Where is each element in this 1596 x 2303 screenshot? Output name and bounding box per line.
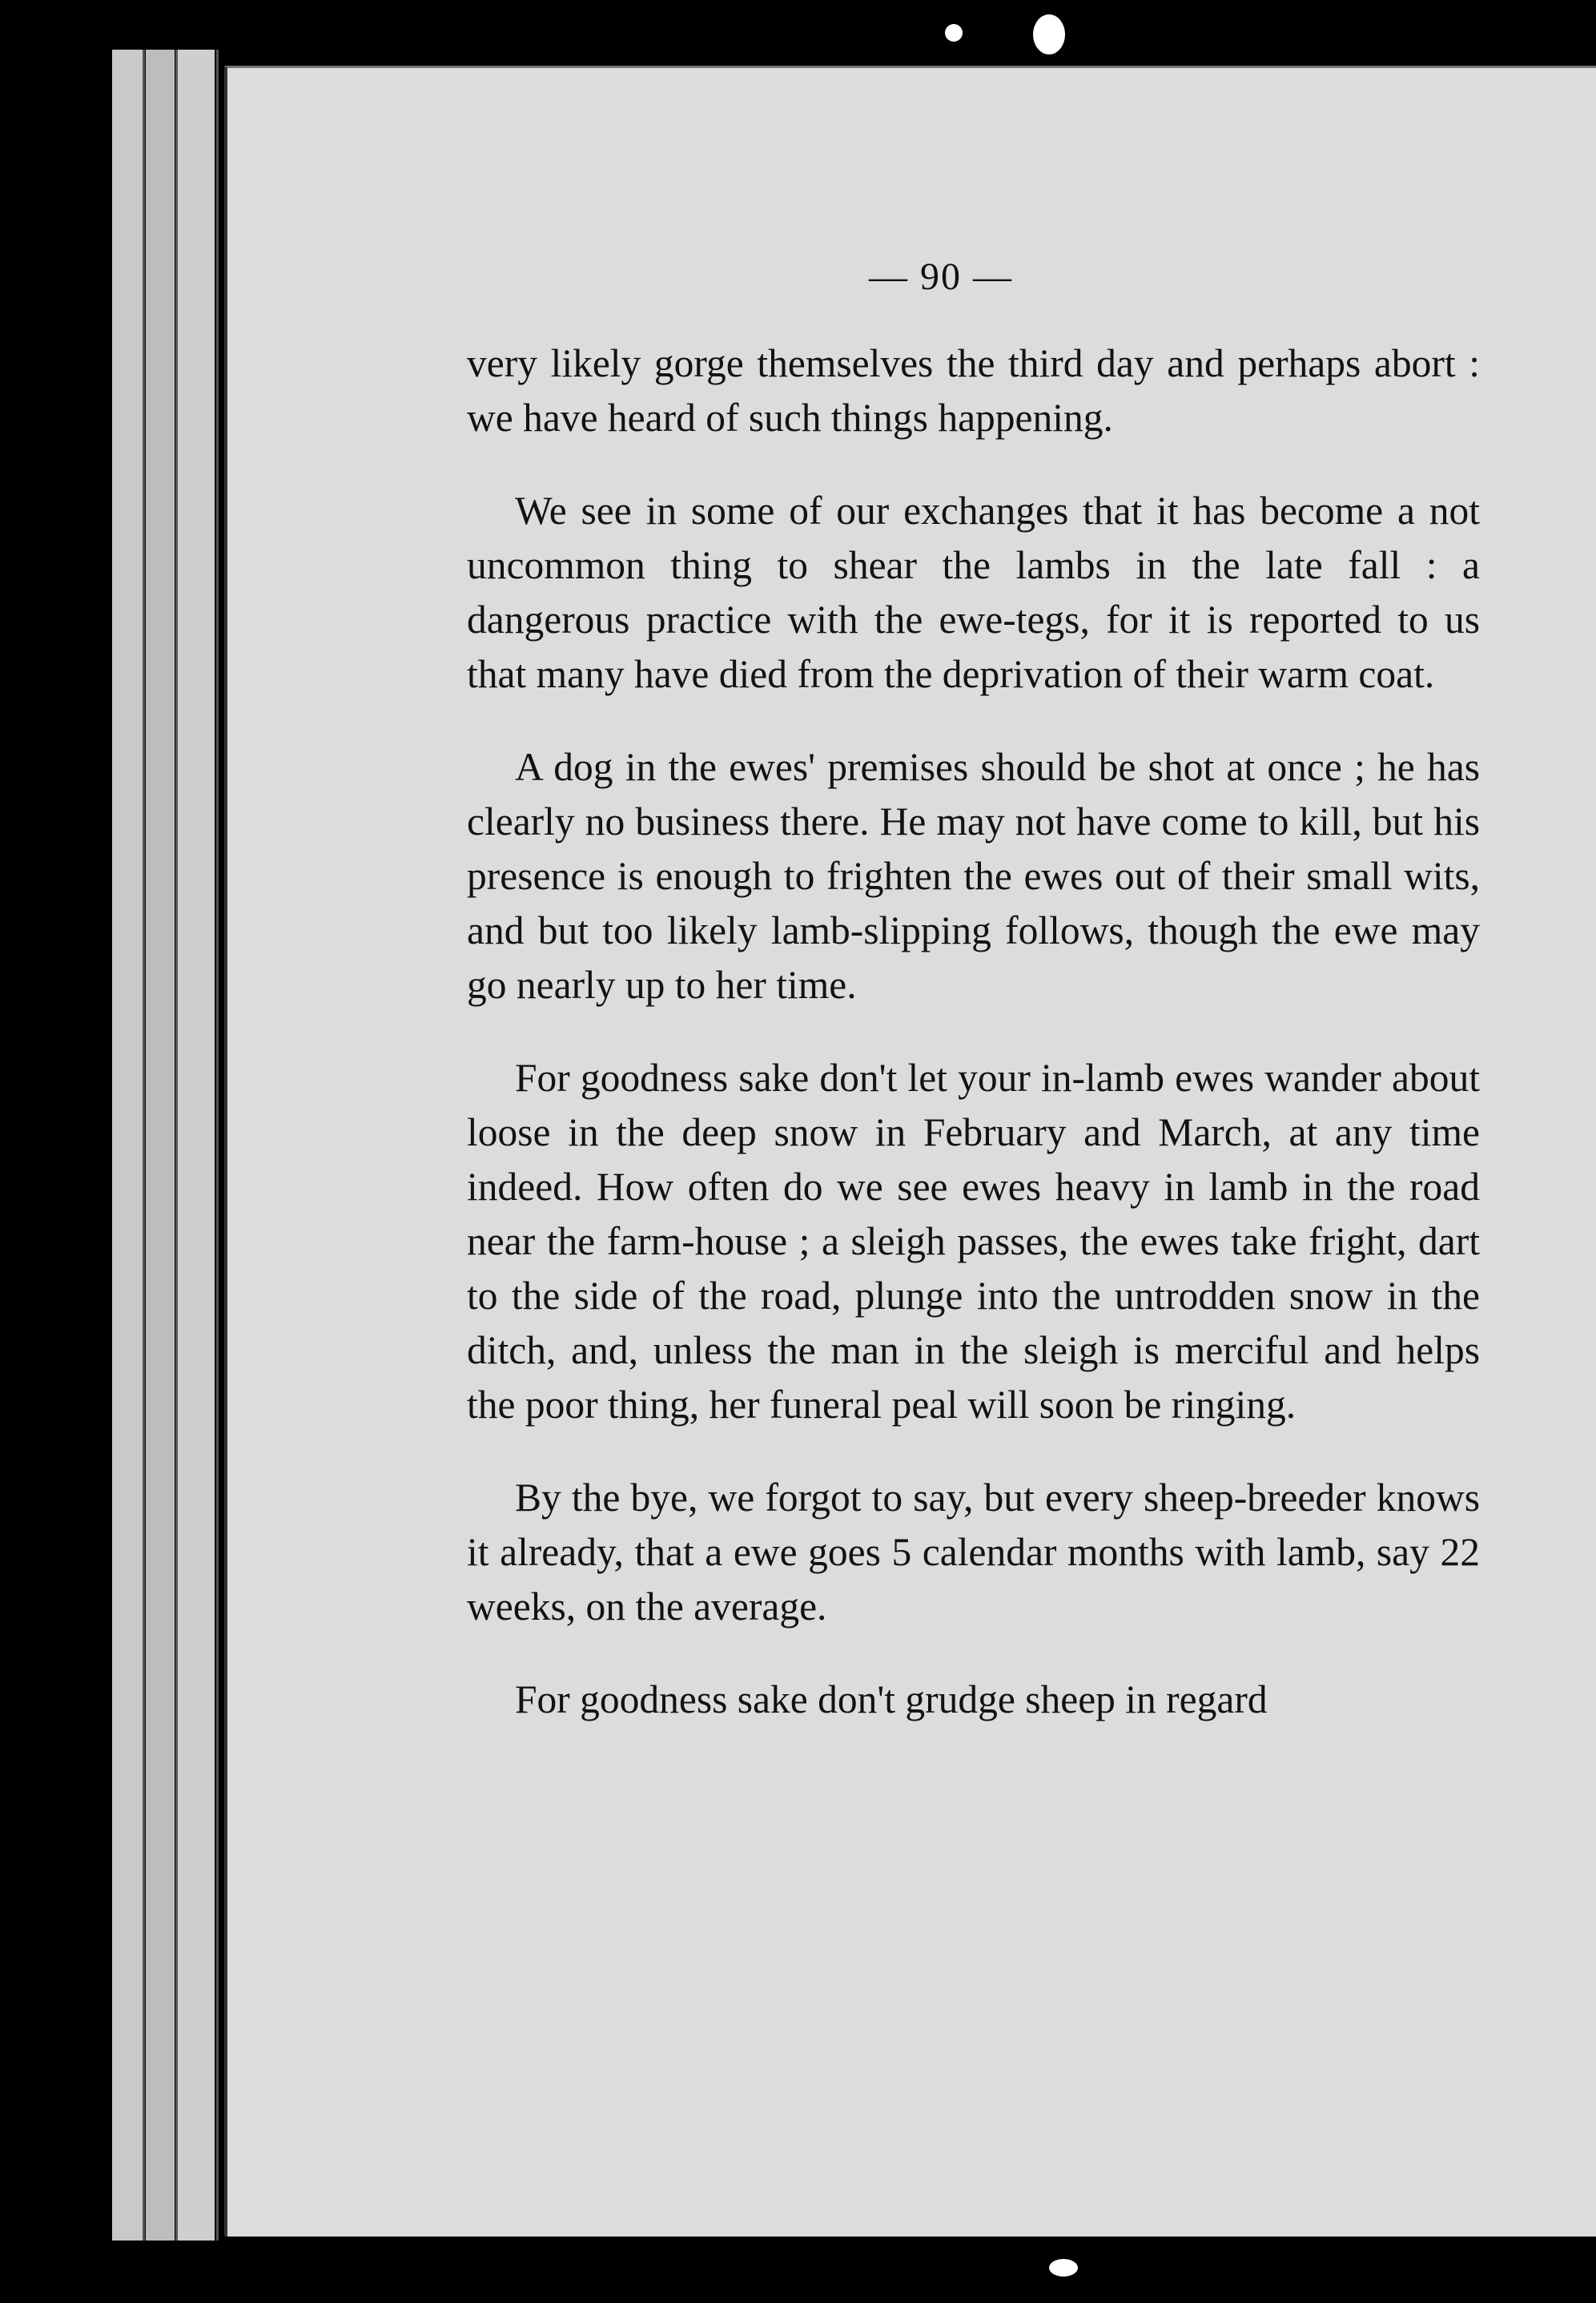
scan-speck <box>1033 14 1065 54</box>
paragraph: A dog in the ewes' premises should be shot at once ; he has clearly no business there. He may not have come to kill, but his presence is enough to frighten the ewes out of their small wits, and but too likely lamb-slipping follows, though the ewe may go nearly up to her time. <box>467 745 1480 1007</box>
paragraph: We see in some of our exchanges that it has become a not uncommon thing to shear the lambs in the late fall : a dangerous practice with the ewe-tegs, for it is reported to us that many have died from the deprivation of their warm coat. <box>467 489 1480 696</box>
page-edge-strip <box>112 50 143 2241</box>
page-number: — 90 — <box>869 256 1013 298</box>
page-edge-line <box>143 50 145 2241</box>
scan-speck <box>1049 2259 1078 2277</box>
page-edge-strip <box>178 50 215 2241</box>
page-edge-strip <box>146 50 175 2241</box>
scan-speck <box>945 24 963 42</box>
paragraph: very likely gorge themselves the third day and perhaps abort : we have heard of such things happening. <box>467 341 1480 440</box>
paragraph: For goodness sake don't let your in-lamb ewes wander about loose in the deep snow in February and March, at any time indeed. How often do we see ewes heavy in lamb in the road near the farm-house ; a sleigh passes, the ewes take fright, dart to the side of the road, plunge into the untrodden snow in the ditch, and, unless the man in the sleigh is merciful and helps the poor thing, her funeral peal will soon be ringing. <box>467 1056 1480 1427</box>
page-edge-line <box>216 50 219 2241</box>
paragraph: By the bye, we forgot to say, but every sheep-breeder knows it already, that a ewe goes 5 calendar months with lamb, say 22 weeks, on the average. <box>467 1476 1480 1629</box>
body-text <box>467 336 1480 1765</box>
paragraph: For goodness sake don't grudge sheep in regard <box>515 1677 1268 1721</box>
